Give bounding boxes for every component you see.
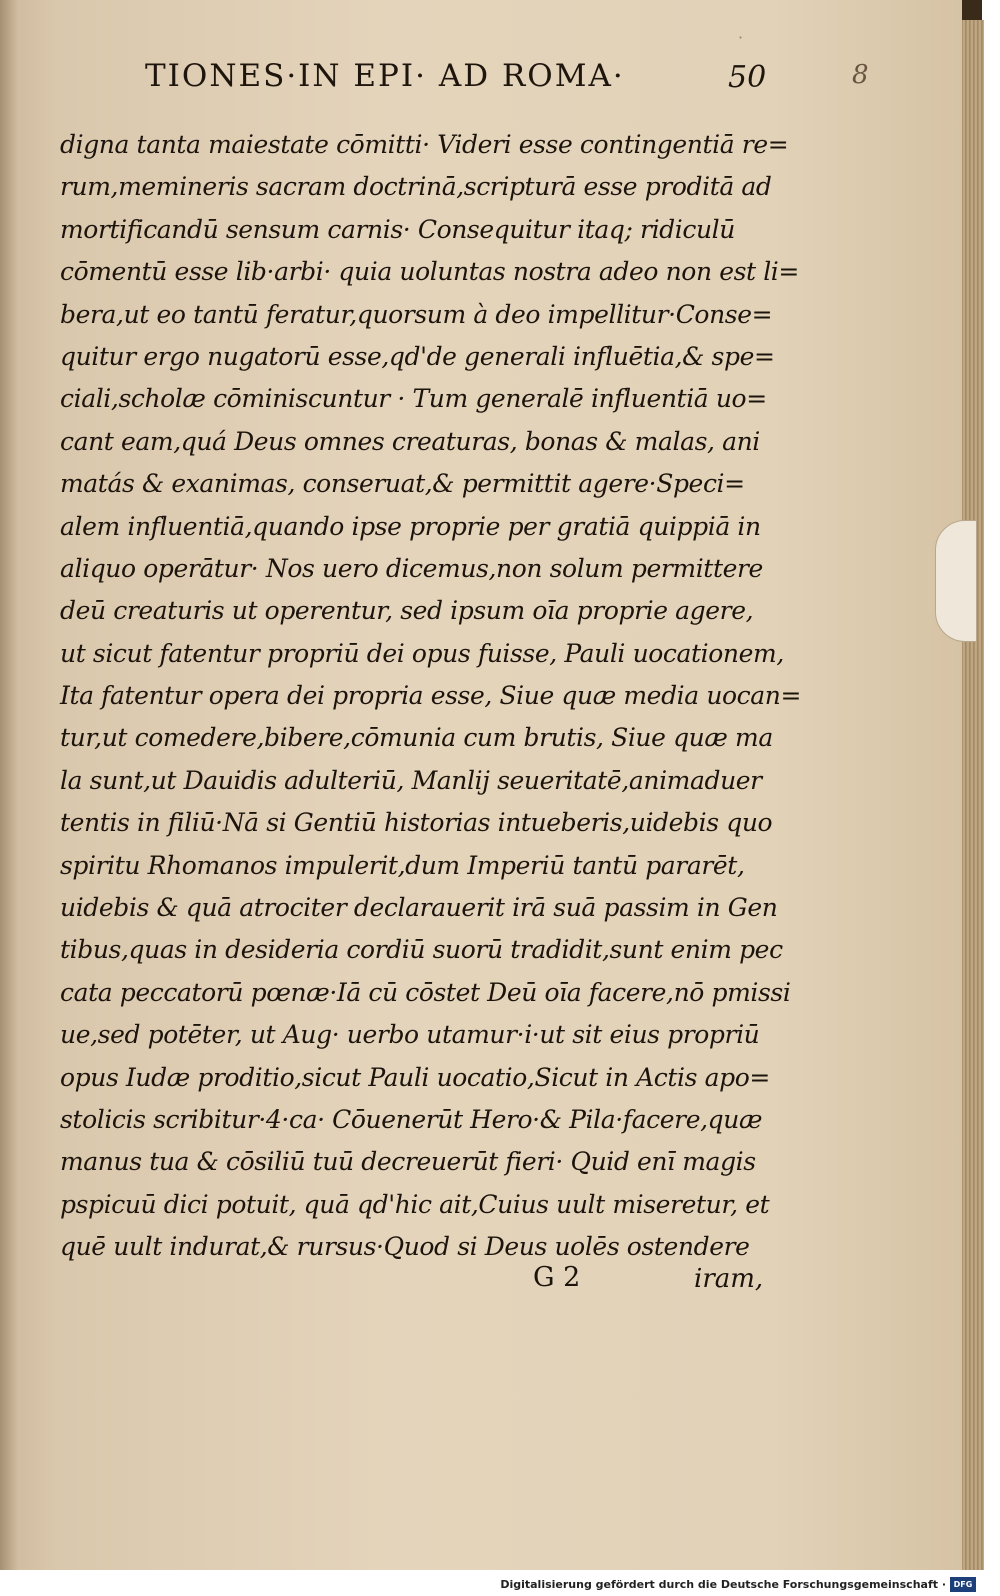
- text-line: opus Iudæ proditio,sicut Pauli uocatio,Sicut in Actis apo=: [60, 1062, 770, 1092]
- text-line: bera,ut eo tantū feratur,quorsum à deo impellitur·Conse=: [60, 299, 773, 329]
- text-line: cant eam,quá Deus omnes creaturas, bonas & malas, ani: [60, 426, 760, 456]
- bookmark-tab: [935, 520, 977, 642]
- marginal-number: 8: [852, 60, 869, 90]
- text-line: tentis in filiū·Nā si Gentiū historias intueberis,uidebis quo: [60, 808, 773, 838]
- running-head: TIONES·IN EPI· AD ROMA·: [145, 58, 625, 94]
- text-line: alem influentiā,quando ipse proprie per gratiā quippiā in: [60, 511, 761, 541]
- signature-mark: G 2: [533, 1262, 581, 1293]
- text-line: tibus,quas in desideria cordiū suorū tradidit,sunt enim pec: [60, 935, 783, 965]
- text-line: manus tua & cōsiliū tuū decreuerūt fieri· Quid enī magis: [60, 1147, 756, 1177]
- text-line: quē uult indurat,& rursus·Quod si Deus uolēs ostendere: [60, 1232, 750, 1262]
- text-line: ut sicut fatentur propriū dei opus fuisse, Pauli uocationem,: [60, 638, 784, 668]
- page-edges: [962, 20, 984, 1570]
- footer-bar: [0, 1575, 1000, 1596]
- text-line: spiritu Rhomanos impulerit,dum Imperiū tantū pararēt,: [60, 850, 745, 880]
- text-line: ciali,scholæ cōminiscuntur · Tum generalē influentiā uo=: [60, 384, 767, 414]
- text-line: mortificandū sensum carnis· Consequitur itaq; ridiculū: [60, 214, 735, 244]
- pencil-mark: ·: [738, 28, 744, 47]
- text-line: matás & exanimas, conseruat,& permittit agere·Speci=: [60, 469, 745, 499]
- catchword: iram,: [694, 1264, 764, 1294]
- text-line: Ita fatentur opera dei propria esse, Siue quæ media uocan=: [60, 681, 802, 711]
- text-line: deū creaturis ut operentur, sed ipsum oīa proprie agere,: [60, 596, 754, 626]
- text-line: la sunt,ut Dauidis adulteriū, Manlij seueritatē,animaduer: [60, 765, 762, 795]
- text-line: ue,sed potēter, ut Aug· uerbo utamur·i·ut sit eius propriū: [60, 1020, 760, 1050]
- funding-credit: Digitalisierung gefördert durch die Deutsche Forschungsgemeinschaft ·: [500, 1578, 946, 1591]
- folio-number: 50: [728, 60, 767, 95]
- text-line: cōmentū esse lib·arbi· quia uoluntas nostra adeo non est li=: [60, 257, 799, 287]
- text-line: tur,ut comedere,bibere,cōmunia cum brutis, Siue quæ ma: [60, 723, 773, 753]
- text-line: stolicis scribitur·4·ca· Cōuenerūt Hero·& Pila·facere,quæ: [60, 1104, 763, 1134]
- text-line: cata peccatorū pœnæ·Iā cū cōstet Deū oīa facere,nō pmissi: [60, 977, 791, 1007]
- dfg-logo-icon: DFG: [950, 1577, 976, 1592]
- body-text: [60, 124, 802, 1269]
- text-line: pspicuū dici potuit, quā qd'hic ait,Cuius uult miseretur, et: [60, 1189, 770, 1219]
- text-line: aliquo operātur· Nos uero dicemus,non solum permittere: [60, 553, 763, 583]
- text-line: quitur ergo nugatorū esse,qd'de generali influētia,& spe=: [60, 341, 775, 371]
- gutter-shadow: [0, 0, 18, 1570]
- text-line: digna tanta maiestate cōmitti· Videri esse contingentiā re=: [60, 130, 789, 159]
- text-line: rum,memineris sacram doctrinā,scripturā esse proditā ad: [60, 172, 772, 202]
- text-line: uidebis & quā atrociter declarauerit irā suā passim in Gen: [60, 893, 778, 923]
